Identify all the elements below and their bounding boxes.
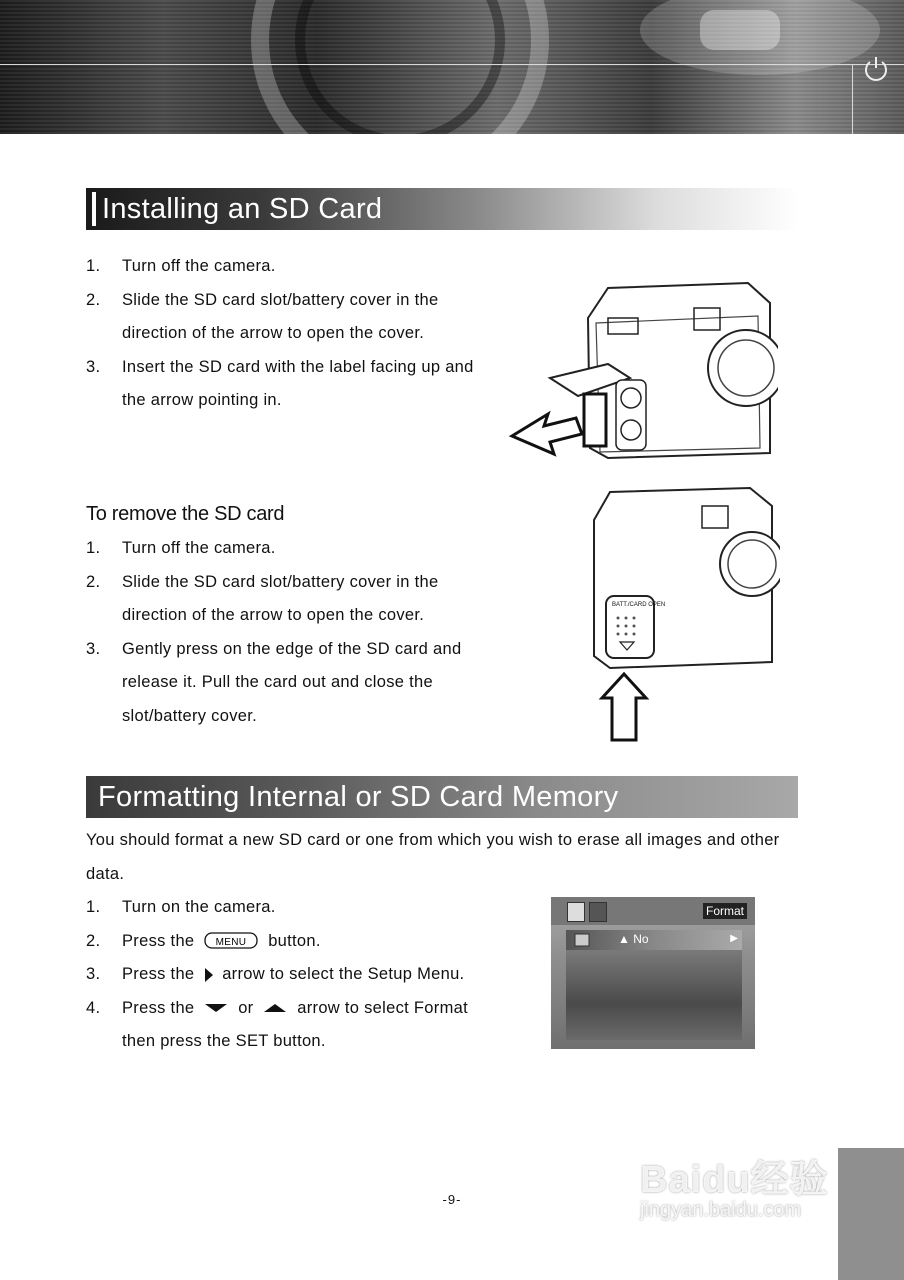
- menu-preview-panel: [566, 950, 742, 1040]
- camera-insert-illustration: [508, 278, 778, 468]
- power-icon: [862, 54, 890, 84]
- list-item: 4. Press the or arrow to select Format then press the SET button.: [86, 998, 468, 1050]
- menu-tabs: [551, 897, 755, 925]
- list-item: 1. Turn off the camera.: [86, 257, 276, 275]
- header-banner: [0, 0, 904, 134]
- camera-remove-illustration: [590, 484, 780, 746]
- menu-button-icon: [203, 931, 259, 951]
- watermark: [640, 1148, 829, 1222]
- list-item: 2. Slide the SD card slot/battery cover in the direction of the arrow to open the cover.: [86, 290, 439, 342]
- arrow-right-outline: [512, 414, 582, 454]
- watermark-line2: jingyan.baidu.com: [640, 1199, 802, 1221]
- list-item: 2. Slide the SD card slot/battery cover in the direction of the arrow to open the cover.: [86, 572, 439, 624]
- list-item: 1. Turn on the camera.: [86, 898, 276, 916]
- watermark-line1: Baidu经验: [640, 1159, 829, 1201]
- format-menu-screenshot: [551, 897, 755, 1049]
- camera-tab-icon: [567, 902, 585, 922]
- section-title: Formatting Internal or SD Card Memory: [98, 780, 619, 813]
- page-side-tab: [838, 1148, 904, 1280]
- section-title: Installing an SD Card: [102, 192, 383, 225]
- section-heading-install: [86, 188, 798, 230]
- arrow-up-outline: [602, 674, 646, 740]
- menu-option-row: [566, 930, 742, 950]
- list-item: 1. Turn off the camera.: [86, 539, 276, 557]
- list-item: 2. Press the MENU button.: [86, 931, 321, 950]
- format-intro: You should format a new SD card or one from which you wish to erase all images and other data.: [86, 831, 780, 883]
- list-item: 3. Gently press on the edge of the SD card and release it. Pull the card out and close the slot/battery cover.: [86, 639, 462, 725]
- format-icon: [572, 931, 592, 949]
- list-item: 3. Insert the SD card with the label facing up and the arrow pointing in.: [86, 357, 474, 409]
- cover-label: BATT./CARD OPEN: [612, 602, 666, 608]
- svg-text:MENU: MENU: [215, 937, 247, 949]
- install-steps: [86, 250, 476, 418]
- list-item: 3. Press the arrow to select the Setup Menu.: [86, 965, 465, 983]
- format-steps: [86, 891, 506, 1059]
- page-number: -9-: [442, 1192, 462, 1207]
- section-heading-format: [86, 776, 798, 818]
- menu-option-value: ▲ No: [618, 932, 649, 946]
- menu-title: Format: [703, 903, 747, 919]
- down-arrow-icon: [203, 1001, 229, 1015]
- remove-steps: [86, 532, 476, 733]
- camera-lens-decor: [180, 0, 880, 134]
- up-arrow-icon: [262, 1001, 288, 1015]
- subheading-remove: To remove the SD card: [86, 503, 285, 525]
- right-triangle-icon: [201, 966, 215, 984]
- setup-tab-icon: [589, 902, 607, 922]
- right-arrow-icon: ▶: [730, 933, 738, 944]
